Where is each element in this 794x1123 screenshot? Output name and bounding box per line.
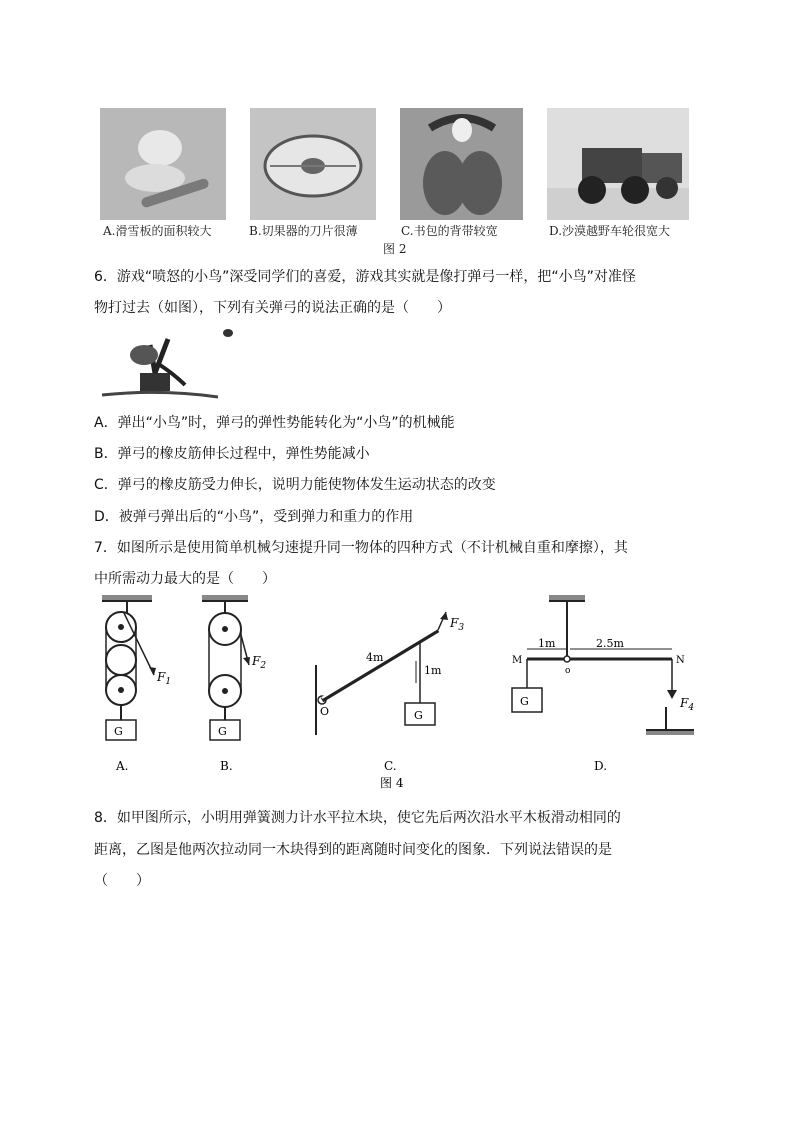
desert-vehicle-photo-graphic (547, 108, 689, 220)
force-label-d: $F_4$ (680, 696, 694, 713)
slingshot-image (100, 325, 240, 401)
photo-school-bag (400, 108, 523, 220)
sub-label-b: B. (220, 759, 233, 773)
block-label-c: G (414, 709, 423, 722)
caption-b: B.切果器的刀片很薄 (249, 224, 358, 238)
caption-a: A.滑雪板的面积较大 (103, 224, 212, 238)
d-pivot: o (565, 666, 571, 676)
c-long-length: 4m (366, 651, 384, 664)
d-right-length: 2.5m (596, 637, 624, 650)
block-label-d: G (520, 695, 529, 708)
q6-option-a: A．弹出“小鸟”时，弹弓的弹性势能转化为“小鸟”的机械能 (94, 415, 455, 431)
caption-c: C.书包的背带较宽 (401, 224, 498, 238)
photo-desert-vehicle (547, 108, 689, 220)
q6-line2: 物打过去（如图），下列有关弹弓的说法正确的是（ ） (94, 300, 451, 316)
caption-d: D.沙漠越野车轮很宽大 (549, 224, 671, 238)
figure2-label: 图 2 (383, 242, 407, 256)
slingshot-graphic (100, 325, 240, 401)
c-short-length: 1m (424, 664, 442, 677)
q6-line1: 6．游戏“喷怒的小鸟”深受同学们的喜爱，游戏其实就是像打弹弓一样，把“小鸟”对准怪 (94, 269, 636, 285)
snowboard-photo-graphic (100, 108, 226, 220)
school-bag-photo-graphic (400, 108, 523, 220)
figure4-label: 图 4 (380, 776, 404, 790)
c-pivot: O (320, 705, 330, 718)
d-left-end: M (512, 655, 523, 666)
force-label-b: $F_2$ (252, 654, 267, 671)
d-left-length: 1m (538, 637, 556, 650)
block-label-a: G (114, 725, 123, 738)
figure4-graphic (94, 595, 694, 790)
q6-option-c: C．弹弓的橡皮筋受力伸长，说明力能使物体发生运动状态的改变 (94, 477, 496, 493)
q6-option-b: B．弹弓的橡皮筋伸长过程中，弹性势能减小 (94, 446, 370, 462)
d-right-end: N (676, 655, 685, 666)
q8-line1: 8．如甲图所示，小明用弹簧测力计水平拉木块，使它先后两次沿水平木板滑动相同的 (94, 810, 621, 826)
figure4 (94, 595, 694, 790)
q7-line1: 7．如图所示是使用简单机械匀速提升同一物体的四种方式（不计机械自重和摩擦），其 (94, 540, 628, 556)
force-label-c: $F_3$ (450, 616, 465, 633)
block-label-b: G (218, 725, 227, 738)
q8-line2: 距离，乙图是他两次拉动同一木块得到的距离随时间变化的图象．下列说法错误的是 (94, 842, 612, 858)
q8-line3: （ ） (94, 873, 150, 889)
sub-label-c: C. (384, 759, 397, 773)
sub-label-d: D. (594, 759, 608, 773)
q7-line2: 中所需动力最大的是（ ） (94, 571, 276, 587)
photo-fruit-cutter (250, 108, 376, 220)
mechanism-a (102, 595, 156, 740)
sub-label-a: A. (116, 759, 129, 773)
mechanism-d (512, 595, 694, 735)
q6-option-d: D．被弹弓弹出后的“小鸟”，受到弹力和重力的作用 (94, 509, 414, 525)
mechanism-b (202, 595, 250, 740)
force-label-a: $F_1$ (157, 670, 172, 687)
photo-snowboard (100, 108, 226, 220)
fruit-cutter-photo-graphic (250, 108, 376, 220)
